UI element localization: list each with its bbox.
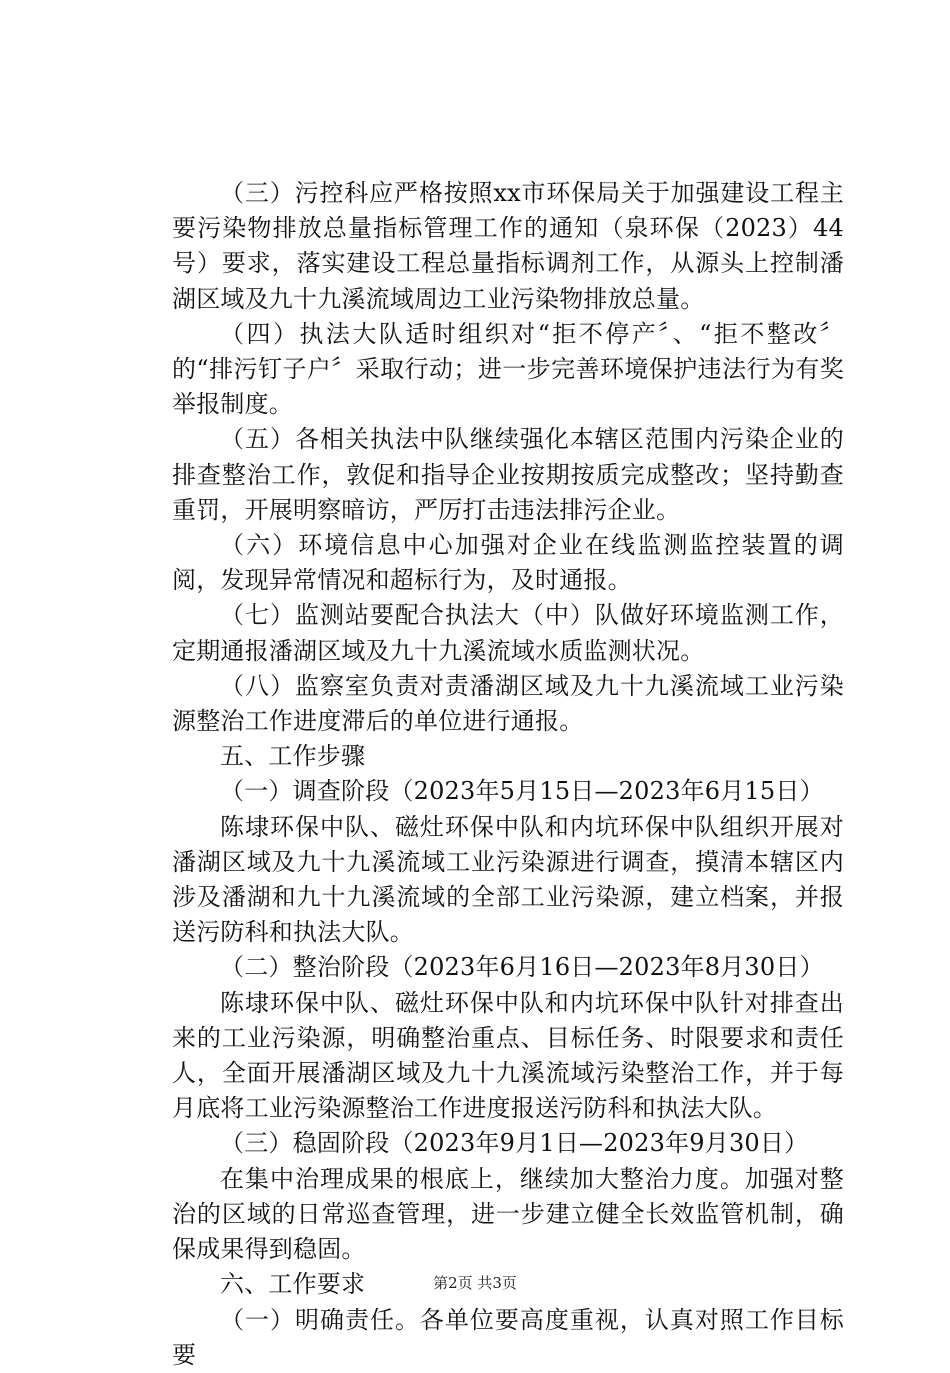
section-heading-work-steps: 五、工作步骤 bbox=[220, 742, 366, 771]
paragraph-item-8-supervision: （八）监察室负责对责潘湖区域及九十九溪流域工业污染源整治工作进度滞后的单位进行通报。 bbox=[172, 671, 844, 736]
paragraph-rectification-stage: 陈埭环保中队、磁灶环保中队和内坑环保中队针对排查出来的工业污染源，明确整治重点、目标任务、时限要求和责任人，全面开展潘湖区域及九十九溪流域污染整治工作，并于每月底将工业污染源整治工作进度报送污防科和执法大队。 bbox=[172, 988, 844, 1123]
paragraph-item-6-info-center: （六）环境信息中心加强对企业在线监测监控装置的调阅，发现异常情况和超标行为，及时通报。 bbox=[172, 531, 844, 595]
paragraph-item-5-squadrons: （五）各相关执法中队继续强化本辖区范围内污染企业的排查整治工作，敦促和指导企业按期按质完成整改；坚持勤查重罚，开展明察暗访，严厉打击违法排污企业。 bbox=[172, 425, 844, 524]
stage-heading-consolidation: （三）稳固阶段（2023年9月1日—2023年9月30日） bbox=[220, 1129, 809, 1158]
paragraph-item-3-pollution-control: （三）污控科应严格按照xx市环保局关于加强建设工程主要污染物排放总量指标管理工作的通知（泉环保（2023）44号）要求，落实建设工程总量指标调剂工作，从源头上控制潘湖区域及九十九溪流域周边工业污染物排放总量。 bbox=[172, 179, 844, 313]
page-footer bbox=[0, 1272, 950, 1293]
paragraph-consolidation-stage: 在集中治理成果的根底上，继续加大整治力度。加强对整治的区域的日常巡查管理，进一步建立健全长效监管机制，确保成果得到稳固。 bbox=[172, 1164, 844, 1264]
paragraph-survey-stage: 陈埭环保中队、磁灶环保中队和内坑环保中队组织开展对潘湖区域及九十九溪流域工业污染源进行调查，摸清本辖区内涉及潘湖和九十九溪流域的全部工业污染源，建立档案，并报送污防科和执法大队。 bbox=[172, 812, 844, 947]
page-number-label: 第2页 共3页 bbox=[433, 1274, 517, 1292]
paragraph-item-4-enforcement: （四）执法大队适时组织对“拒不停产〞、“拒不整改〞的“排污钉子户〞采取行动；进一步完善环境保护违法行为有奖举报制度。 bbox=[172, 319, 844, 419]
paragraph-item-7-monitoring: （七）监测站要配合执法大（中）队做好环境监测工作，定期通报潘湖区域及九十九溪流域水质监测状况。 bbox=[172, 601, 844, 665]
paragraph-clarify-responsibility: （一）明确责任。各单位要高度重视，认真对照工作目标要 bbox=[172, 1305, 844, 1369]
stage-heading-survey: （一）调查阶段（2023年5月15日—2023年6月15日） bbox=[220, 777, 824, 806]
stage-heading-rectification: （二）整治阶段（2023年6月16日—2023年8月30日） bbox=[220, 953, 824, 982]
document-body bbox=[172, 176, 844, 1373]
section-heading-work-requirements: 六、工作要求 bbox=[220, 1270, 366, 1299]
